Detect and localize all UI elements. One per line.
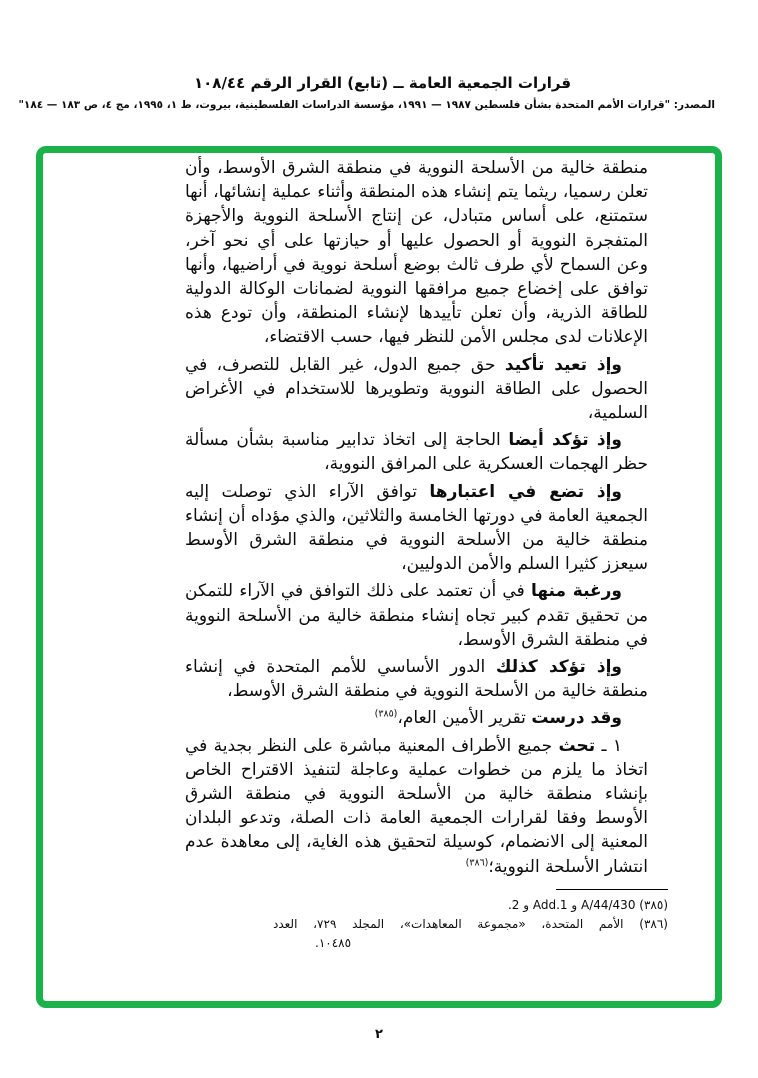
footnote-ref: (٣٨٦) bbox=[465, 857, 489, 869]
body-paragraph bbox=[185, 428, 648, 476]
paragraph-text: في أن تعتمد على ذلك التوافق في الآراء للتمكن من تحقيق تقدم كبير تجاه إنشاء منطقة خالية من الأسلحة النووية في منطقة الشرق الأوسط، bbox=[185, 581, 648, 650]
paragraph-lead: وإذ تؤكد كذلك bbox=[495, 657, 623, 678]
footnote-text: A/44/430 و Add.1 و 2. bbox=[507, 898, 636, 912]
source-citation: المصدر: "قرارات الأمم المتحدة بشأن فلسطين ١٩٨٧ — ١٩٩١، مؤسسة الدراسات الفلسطينية، بيروت، ط ١، ١٩٩٥، مج ٤، ص ١٨٣ — ١٨٤" bbox=[18, 99, 715, 111]
page-header bbox=[18, 74, 715, 111]
paragraph-text: توافق الآراء الذي توصلت إليه الجمعية العامة في دورتها الخامسة والثلاثين، والذي مؤداه أن إنشاء منطقة خالية من الأسلحة النووية في منطقة الشرق الأوسط سيعزز كثيرا السلم والأمن الدوليين، bbox=[185, 481, 648, 575]
paragraph-text: الدور الأساسي للأمم المتحدة في إنشاء منطقة خالية من الأسلحة النووية في منطقة الشرق الأوسط، bbox=[185, 657, 648, 702]
body-paragraph bbox=[185, 579, 648, 652]
footnote-text: الأمم المتحدة، «مجموعة المعاهدات»، المجلد ٧٢٩، العدد bbox=[273, 917, 624, 931]
footnote bbox=[273, 896, 668, 915]
body-paragraph bbox=[185, 655, 648, 703]
paragraph-text: حق جميع الدول، غير القابل للتصرف، في الحصول على الطاقة النووية وتطويرها للاستخدام في الأغراض السلمية، bbox=[185, 354, 648, 424]
paragraph-lead: ورغبة منها bbox=[530, 581, 622, 602]
footnote bbox=[273, 915, 668, 934]
body-paragraph bbox=[185, 353, 648, 426]
footnote-label: (٣٨٥) bbox=[639, 898, 668, 912]
paragraph-lead: وقد درست bbox=[531, 708, 622, 729]
resolution-body bbox=[185, 156, 648, 882]
body-paragraph bbox=[185, 156, 648, 350]
paragraph-lead: وإذ تؤكد أيضا bbox=[508, 430, 622, 451]
paragraph-text: جميع الأطراف المعنية مباشرة على النظر بجدية في اتخاذ ما يلزم من خطوات عملية وعاجلة لتنفيذ الاقتراح الخاص بإنشاء منطقة خالية من الأسلحة النووية في منطقة الشرق الأوسط وفقا لقرارات الجمعية العامة ذات الصلة، وتدعو البلدان المعنية إلى الانضمام، كوسيلة لتحقيق هذه الغاية، إلى معاهدة عدم انتشار الأسلحة النووية؛ bbox=[185, 735, 648, 877]
page-number: ٢ bbox=[375, 1027, 383, 1042]
body-paragraph bbox=[185, 480, 648, 577]
paragraph-lead: وإذ تضع في اعتبارها bbox=[429, 481, 622, 502]
body-paragraph bbox=[185, 734, 648, 879]
body-paragraph bbox=[185, 706, 648, 730]
footnotes-section bbox=[273, 889, 668, 953]
paragraph-lead: وإذ تعيد تأكيد bbox=[504, 354, 622, 375]
footnote-label: (٣٨٦) bbox=[639, 917, 668, 931]
footnote-ref: (٣٨٥) bbox=[374, 708, 398, 720]
paragraph-number: ١ ـ bbox=[595, 735, 622, 756]
footnote-continuation: ١٠٤٨٥. bbox=[315, 936, 352, 950]
paragraph-text: الحاجة إلى اتخاذ تدابير مناسبة بشأن مسألة حظر الهجمات العسكرية على المرافق النووية، bbox=[185, 430, 648, 475]
paragraph-text: منطقة خالية من الأسلحة النووية في منطقة الشرق الأوسط، وأن تعلن رسميا، ريثما يتم إنشاء هذه المنطقة وأثناء عملية إنشائها، أنها ستمتنع، على أساس متبادل، عن إنتاج الأسلحة النووية والأجهزة المتفجرة النووية أو الحصول عليها أو حيازتها على أي نحو آخر، وعن السماح لأي طرف ثالث بوضع أسلحة نووية في أراضيها، وأنها توافق على إخضاع جميع مرافقها النووية لضمانات الوكالة الدولية للطاقة الذرية، وأن تعلن تأييدها لإنشاء المنطقة، وأن تودع هذه الإعلانات لدى مجلس الأمن للنظر فيها، حسب الاقتضاء، bbox=[185, 158, 648, 348]
paragraph-lead: تحث bbox=[558, 735, 596, 756]
document-title: قرارات الجمعية العامة ــ (تابع) القرار الرقم ١٠٨/٤٤ bbox=[193, 74, 572, 92]
paragraph-text: تقرير الأمين العام، bbox=[397, 708, 532, 729]
footnote-divider bbox=[556, 889, 668, 890]
